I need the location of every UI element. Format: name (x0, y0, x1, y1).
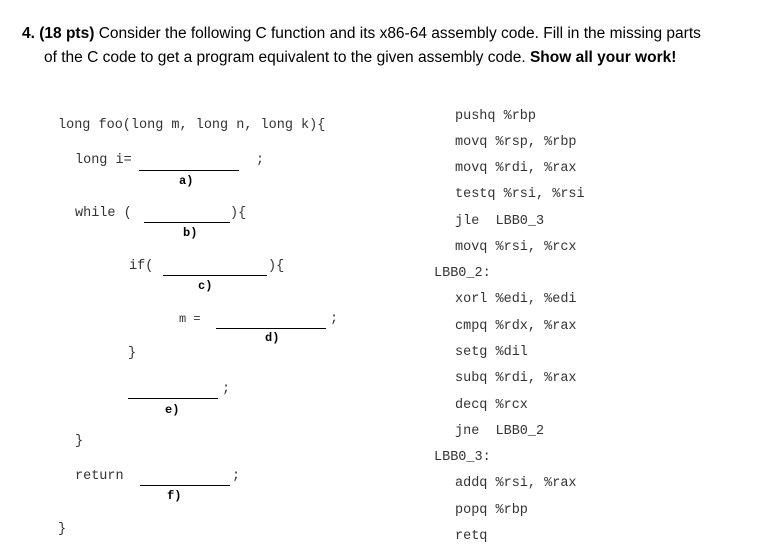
blank-f[interactable] (140, 485, 230, 486)
stmt-e-end: ; (222, 382, 231, 397)
question-text-line1: Consider the following C function and its x86-64 assembly code. Fill in the missing parts (98, 25, 701, 42)
question-points: (18 pts) (39, 25, 95, 42)
close-inner-brace: } (128, 346, 137, 361)
blank-b[interactable] (144, 222, 230, 223)
asm-line: testq %rsi, %rsi (455, 187, 585, 202)
blank-label-a: a) (179, 174, 194, 188)
question-text-line2: of the C code to get a program equivalent to the given assembly code. (44, 49, 526, 66)
decl-end: ; (256, 153, 265, 168)
asm-line: retq (455, 529, 488, 544)
assign-end: ; (330, 312, 339, 327)
asm-line: cmpq %rdx, %rax (455, 319, 577, 334)
asm-label: LBB0_3: (434, 450, 491, 465)
return-keyword: return (75, 469, 124, 484)
asm-line: jne LBB0_2 (455, 424, 545, 439)
asm-line: pushq %rbp (455, 109, 537, 124)
question-emphasis: Show all your work! (529, 49, 677, 66)
blank-label-b: b) (183, 226, 198, 240)
if-keyword: if( (129, 259, 154, 274)
blank-label-d: d) (265, 331, 280, 345)
close-while-brace: } (75, 434, 84, 449)
if-end: ){ (268, 259, 285, 274)
asm-line: xorl %edi, %edi (455, 292, 577, 307)
asm-line: movq %rsi, %rcx (455, 240, 577, 255)
return-end: ; (232, 469, 241, 484)
asm-line: setg %dil (455, 345, 528, 360)
asm-line: subq %rdi, %rax (455, 371, 577, 386)
c-signature: long foo(long m, long n, long k){ (58, 118, 326, 133)
blank-label-f: f) (167, 489, 182, 503)
blank-c[interactable] (163, 275, 267, 276)
asm-line: movq %rdi, %rax (455, 161, 577, 176)
blank-label-e: e) (165, 403, 180, 417)
blank-e[interactable] (128, 398, 218, 399)
decl-prefix: long i= (75, 153, 132, 168)
while-end: ){ (230, 206, 247, 221)
asm-line: popq %rbp (455, 503, 528, 518)
asm-line: movq %rsp, %rbp (455, 135, 577, 150)
assign-prefix: m = (179, 312, 201, 326)
blank-d[interactable] (216, 328, 326, 329)
close-function-brace: } (58, 522, 67, 537)
blank-a[interactable] (139, 170, 239, 171)
question-line2 (22, 46, 762, 70)
blank-label-c: c) (198, 279, 213, 293)
question-number: 4. (22, 25, 35, 42)
while-keyword: while ( (75, 206, 132, 221)
asm-line: jle LBB0_3 (455, 214, 545, 229)
question-header (22, 22, 762, 70)
asm-line: addq %rsi, %rax (455, 476, 577, 491)
asm-line: decq %rcx (455, 398, 528, 413)
asm-label: LBB0_2: (434, 266, 491, 281)
